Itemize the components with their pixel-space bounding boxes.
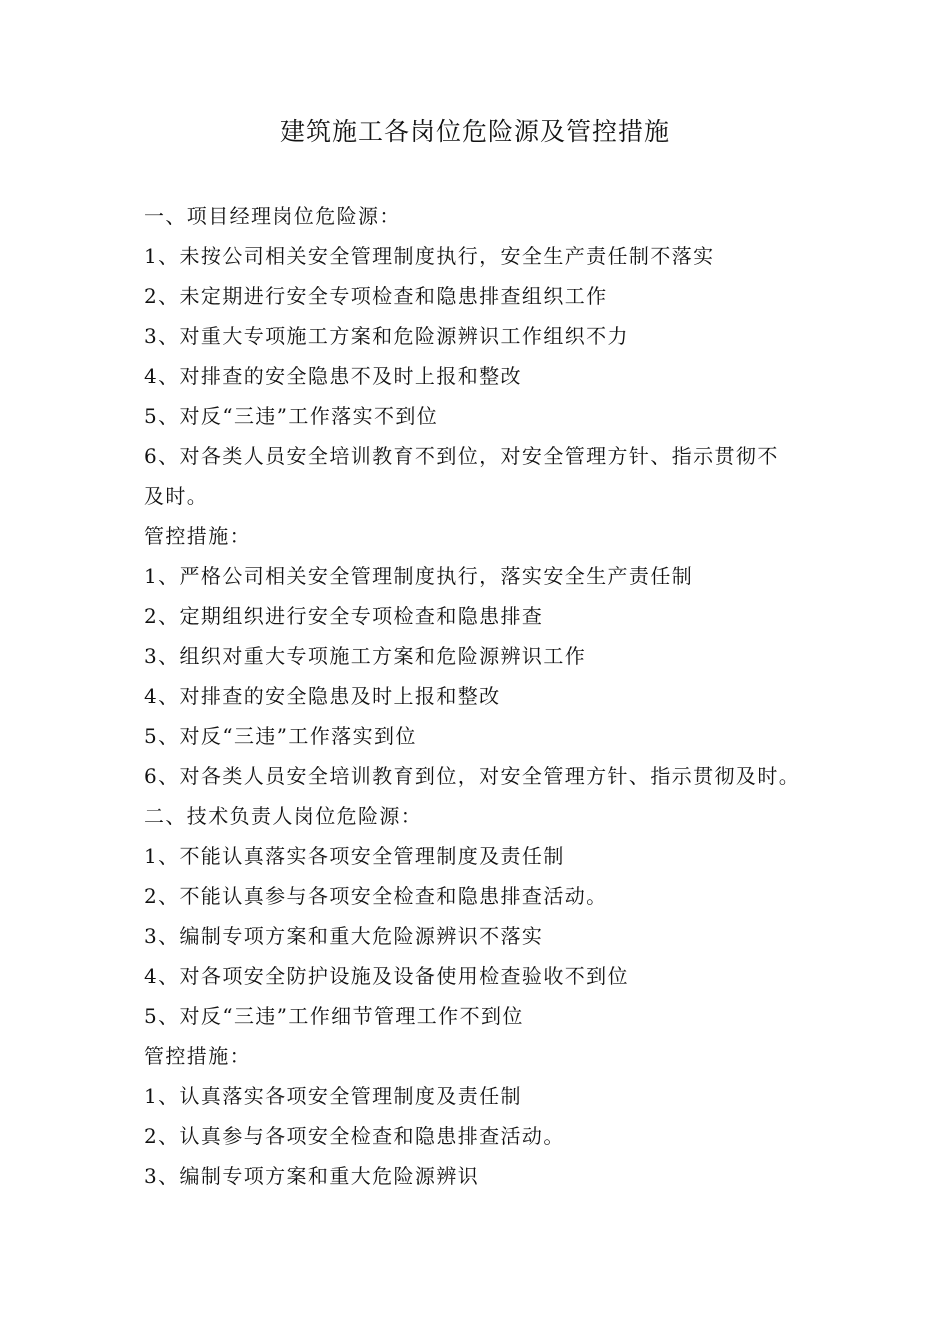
list-item: 3、对重大专项施工方案和危险源辨识工作组织不力 bbox=[144, 324, 629, 348]
list-item: 1、未按公司相关安全管理制度执行，安全生产责任制不落实 bbox=[144, 244, 715, 268]
section-heading-project-manager: 一、项目经理岗位危险源： bbox=[144, 204, 401, 228]
list-item: 1、不能认真落实各项安全管理制度及责任制 bbox=[144, 844, 565, 868]
list-item: 3、编制专项方案和重大危险源辨识 bbox=[144, 1164, 480, 1188]
control-measures-heading: 管控措施： bbox=[144, 524, 251, 548]
list-item: 4、对排查的安全隐患及时上报和整改 bbox=[144, 684, 501, 708]
list-item: 1、严格公司相关安全管理制度执行，落实安全生产责任制 bbox=[144, 564, 694, 588]
list-item: 3、编制专项方案和重大危险源辨识不落实 bbox=[144, 924, 544, 948]
document-body bbox=[144, 196, 814, 1196]
list-item: 2、定期组织进行安全专项检查和隐患排查 bbox=[144, 604, 544, 628]
list-item: 6、对各类人员安全培训教育到位，对安全管理方针、指示贯彻及时。 bbox=[144, 764, 801, 788]
document-title: 建筑施工各岗位危险源及管控措施 bbox=[279, 117, 670, 146]
list-item-continuation: 及时。 bbox=[144, 484, 209, 508]
list-item: 2、未定期进行安全专项检查和隐患排查组织工作 bbox=[144, 284, 608, 308]
list-item: 5、对反“三违”工作落实不到位 bbox=[144, 404, 439, 428]
list-item: 6、对各类人员安全培训教育不到位，对安全管理方针、指示贯彻不 bbox=[144, 444, 779, 468]
list-item: 4、对排查的安全隐患不及时上报和整改 bbox=[144, 364, 522, 388]
list-item: 4、对各项安全防护设施及设备使用检查验收不到位 bbox=[144, 964, 629, 988]
control-measures-heading: 管控措施： bbox=[144, 1044, 251, 1068]
list-item: 5、对反“三违”工作落实到位 bbox=[144, 724, 417, 748]
list-item: 3、组织对重大专项施工方案和危险源辨识工作 bbox=[144, 644, 587, 668]
list-item: 5、对反“三违”工作细节管理工作不到位 bbox=[144, 1004, 524, 1028]
list-item: 2、不能认真参与各项安全检查和隐患排查活动。 bbox=[144, 884, 608, 908]
list-item: 2、认真参与各项安全检查和隐患排查活动。 bbox=[144, 1124, 565, 1148]
list-item: 1、认真落实各项安全管理制度及责任制 bbox=[144, 1084, 522, 1108]
section-heading-technical-lead: 二、技术负责人岗位危险源： bbox=[144, 804, 423, 828]
